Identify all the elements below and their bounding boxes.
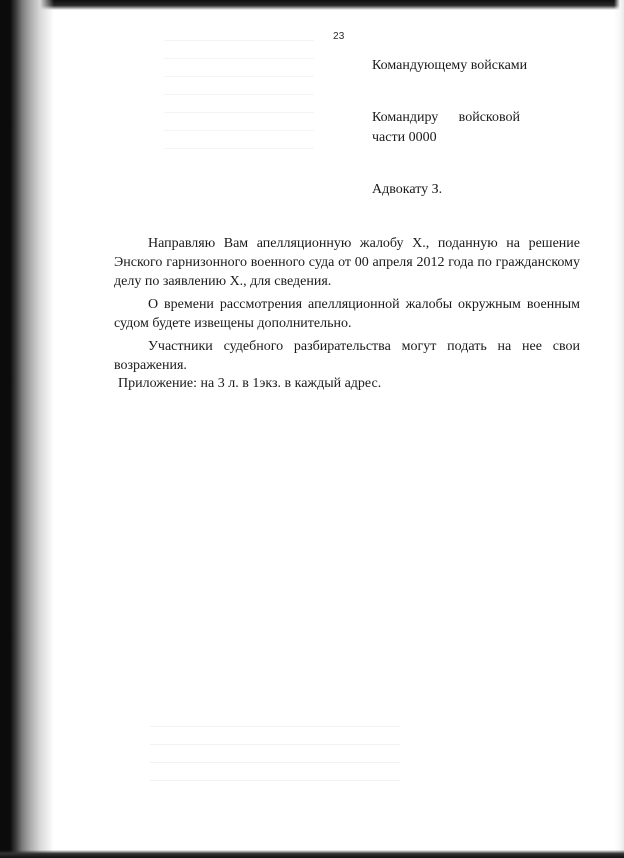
addressee-line: части 0000 xyxy=(372,130,437,145)
scan-left-shadow xyxy=(0,0,54,858)
bleed-through-bottom xyxy=(150,726,400,796)
page-number: 23 xyxy=(333,31,345,42)
body-paragraph: О времени рассмотрения апелляционной жалобы окружным военным судом будете извещены дополнительно. xyxy=(114,297,580,331)
attachment-note: Приложение: на 3 л. в 1экз. в каждый адрес. xyxy=(118,376,382,391)
addressee-line: Командующему войсками xyxy=(372,58,528,73)
addressee-lawyer xyxy=(372,180,592,200)
scan-top-edge xyxy=(0,0,624,10)
addressee-line: Командиру войсковой xyxy=(372,110,520,125)
addressee-unit-commander xyxy=(372,108,592,148)
letter-body xyxy=(114,234,580,375)
body-paragraph: Направляю Вам апелляционную жалобу Х., поданную на решение Энского гарнизонного военного суда от 00 апреля 2012 года по гражданскому делу по заявлению Х., для сведения. xyxy=(114,236,580,289)
bleed-through-top xyxy=(164,40,314,150)
scan-right-edge xyxy=(614,0,624,858)
body-paragraph: Участники судебного разбирательства могут подать на нее свои возражения. xyxy=(114,339,580,373)
addressee-line: Адвокату З. xyxy=(372,182,443,197)
addressee-commander-troops xyxy=(372,56,592,76)
scan-bottom-edge xyxy=(0,850,624,858)
